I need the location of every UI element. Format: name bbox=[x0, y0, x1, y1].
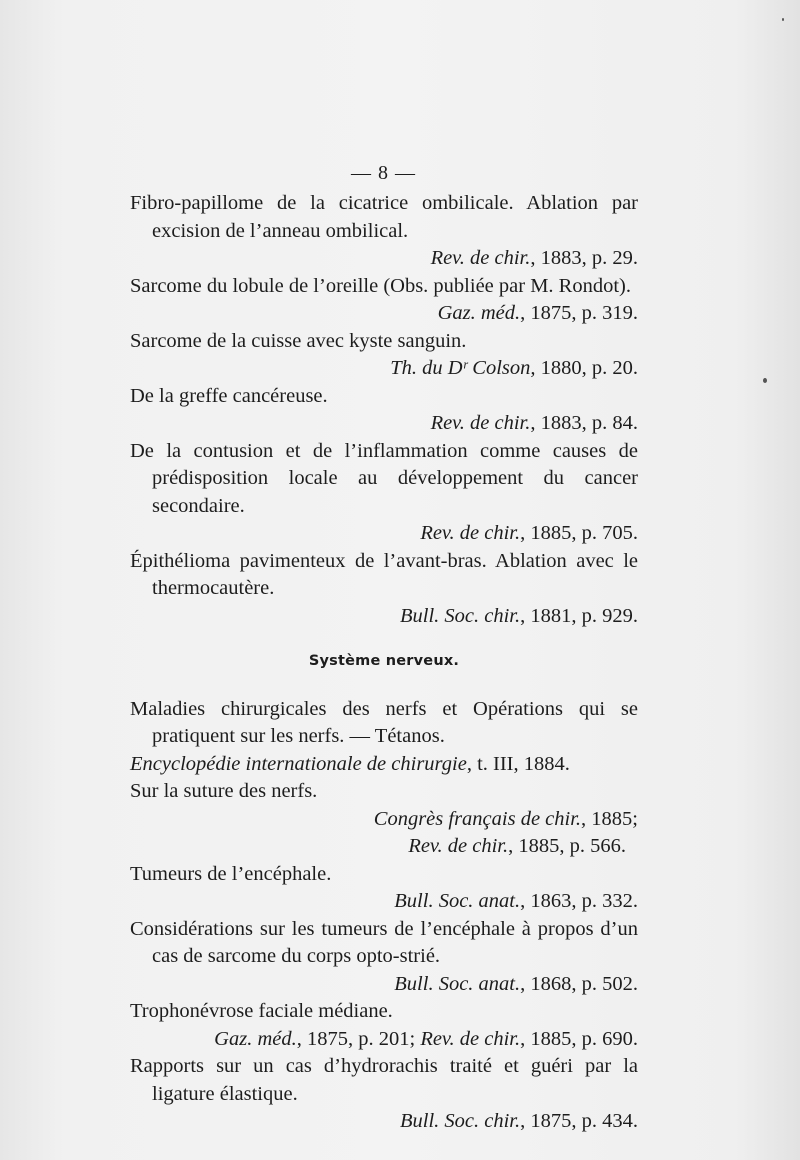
entry-title: De la contusion et de l’inflammation comme causes de prédisposition locale au développement du cancer secondaire. bbox=[130, 439, 638, 517]
entry-title: De la greffe cancéreuse. bbox=[130, 384, 328, 407]
entry-reference: Gaz. méd., 1875, p. 201; Rev. de chir., 1885, p. 690. bbox=[214, 1027, 638, 1050]
entry-reference: Rev. de chir., 1883, p. 29. bbox=[430, 247, 638, 269]
entry-title: Rapports sur un cas d’hydrorachis traité et guéri par la ligature élastique. bbox=[130, 1055, 638, 1105]
entry-reference: Rev. de chir., 1883, p. 84. bbox=[430, 412, 638, 434]
list-item bbox=[130, 778, 638, 861]
list-item bbox=[130, 861, 638, 916]
entry-title: Tumeurs de l’encéphale. bbox=[130, 862, 332, 885]
entry-reference: Rev. de chir., 1885, p. 705. bbox=[420, 522, 638, 544]
list-item bbox=[130, 438, 638, 548]
entry-title: Sur la suture des nerfs. bbox=[130, 780, 318, 802]
section-heading: Système nerveux. bbox=[308, 653, 460, 669]
list-item bbox=[130, 696, 638, 751]
ink-speck bbox=[763, 378, 767, 383]
page-number: — 8 — bbox=[351, 162, 416, 184]
list-item bbox=[130, 383, 638, 438]
entry-title: Trophonévrose faciale médiane. bbox=[130, 1000, 393, 1022]
entry-title: Fibro-papillome de la cicatrice ombilicale. Ablation par excision de l’anneau ombilical. bbox=[130, 192, 638, 242]
entry-title: Sarcome de la cuisse avec kyste sanguin. bbox=[130, 329, 467, 352]
entry-title: Sarcome du lobule de l’oreille (Obs. publiée par M. Rondot). bbox=[130, 274, 631, 297]
list-item bbox=[130, 548, 638, 631]
entry-reference: Congrès français de chir., 1885; bbox=[373, 807, 638, 830]
entry-reference: Bull. Soc. chir., 1881, p. 929. bbox=[399, 604, 638, 627]
entry-reference: Encyclopédie internationale de chirurgie, t. III, 1884. bbox=[130, 752, 570, 775]
entry-reference: Th. du Dʳ Colson, 1880, p. 20. bbox=[390, 357, 638, 379]
entry-title: Considérations sur les tumeurs de l’encéphale à propos d’un cas de sarcome du corps opto-strié. bbox=[130, 917, 638, 967]
list-item bbox=[130, 1053, 638, 1136]
list-item bbox=[130, 328, 638, 383]
entry-reference: Rev. de chir., 1885, p. 566. bbox=[408, 835, 626, 857]
entry-title: Épithélioma pavimenteux de l’avant-bras. Ablation avec le thermocautère. bbox=[130, 549, 638, 599]
entry-title: Maladies chirurgicales des nerfs et Opérations qui se pratiquent sur les nerfs. — Tétanos. bbox=[130, 697, 638, 747]
list-item bbox=[130, 751, 638, 779]
bibliography-content bbox=[130, 190, 638, 1136]
entry-reference: Bull. Soc. chir., 1875, p. 434. bbox=[399, 1110, 638, 1132]
ink-speck bbox=[782, 18, 784, 21]
list-item bbox=[130, 916, 638, 999]
list-item bbox=[130, 190, 638, 273]
entry-reference: Bull. Soc. anat., 1868, p. 502. bbox=[394, 972, 638, 995]
list-item bbox=[130, 998, 638, 1053]
entry-reference: Gaz. méd., 1875, p. 319. bbox=[437, 302, 638, 324]
entry-reference: Bull. Soc. anat., 1863, p. 332. bbox=[394, 890, 638, 912]
list-item bbox=[130, 273, 638, 328]
